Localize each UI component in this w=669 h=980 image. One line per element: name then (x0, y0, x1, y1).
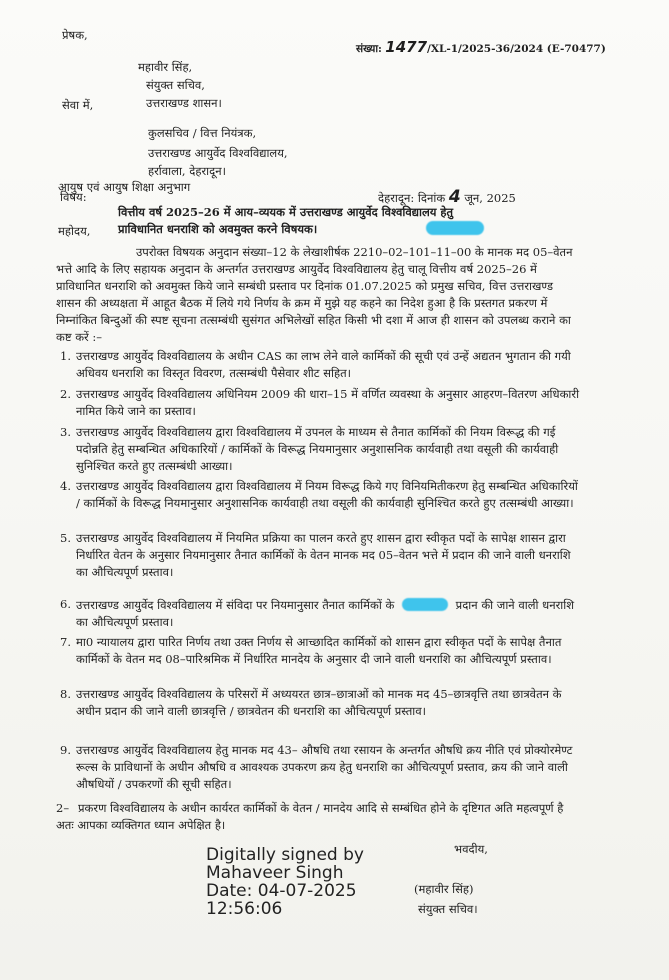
signatory-designation: संयुक्त सचिव। (418, 902, 478, 916)
item-6-text-a: उत्तराखण्ड आयुर्वेद विश्वविद्यालय में संविदा पर नियमानुसार तैनात कार्मिकों के (76, 598, 395, 612)
closing-yours: भवदीय, (454, 842, 488, 856)
item-9-number: 9. (60, 743, 71, 757)
item-9-text: उत्तराखण्ड आयुर्वेद विश्वविद्यालय हेतु मानक मद 43– औषधि तथा रसायन के अन्तर्गत औषधि क्रय नीति एवं प्रोक्योरमेण्ट रूल्स के प्राविधानों के अधीन औषधि व आवश्यक उपकरण क्रय हेतु धनराशि का औचित्यपूर्ण प्रस्ताव, क्रय की जाने वाली औषधियों / उपकरणों की सूची सहित। (76, 743, 573, 791)
item-4-text: उत्तराखण्ड आयुर्वेद विश्वविद्यालय द्वारा विश्वविद्यालय में नियम विरूद्ध किये गए विनियमितीकरण हेतु सम्बन्धित अधिकारियों / कार्मिकों के विरूद्ध नियमानुसार अनुशासनिक कार्यवाही तथा वसूली की कार्यवाही सुनिश्चित करते हुए तत्सम्बंधी आख्या। (76, 479, 578, 510)
date-suffix: जून, 2025 (464, 191, 516, 205)
date-prefix: देहरादून: दिनांक (378, 191, 446, 205)
subject-line-1: वित्तीय वर्ष 2025–26 में आय–व्ययक में उत्तराखण्ड आयुर्वेद विश्वविद्यालय हेतु (118, 205, 454, 219)
sender-designation: संयुक्त सचिव, (146, 78, 205, 92)
para-2-number: 2– (56, 801, 70, 815)
item-7-number: 7. (60, 635, 71, 649)
date-day-handwritten: 4 (448, 187, 461, 207)
sender-label: प्रेषक, (62, 28, 88, 42)
digital-signature-line-1: Digitally signed by (206, 845, 364, 865)
ref-label: संख्या: (356, 43, 382, 55)
recipient-designation: कुलसचिव / वित्त नियंत्रक, (148, 126, 257, 140)
item-6-text (76, 596, 581, 631)
redaction-mark-subject (426, 221, 484, 235)
item-8-number: 8. (60, 687, 71, 701)
digital-signature-line-3: Date: 04-07-2025 (206, 881, 357, 901)
recipient-place: हर्रावाला, देहरादून। (148, 164, 226, 178)
reference-number (356, 40, 606, 56)
sender-office: उत्तराखण्ड शासन। (146, 96, 222, 110)
subject-line-2: प्राविधानित धनराशि को अवमुक्त करने विषयक। (118, 222, 318, 236)
sender-name: महावीर सिंह, (138, 60, 193, 74)
item-2-text: उत्तराखण्ड आयुर्वेद विश्वविद्यालय अधिनियम 2009 की धारा–15 में वर्णित व्यवस्था के अनुसार आहरण–वितरण अधिकारी नामित किये जाने का प्रस्ताव। (76, 387, 580, 418)
to-label: सेवा में, (62, 98, 94, 112)
item-3-text: उत्तराखण्ड आयुर्वेद विश्वविद्यालय द्वारा विश्वविद्यालय में उपनल के माध्यम से तैनात कार्मिकों की नियम विरूद्ध की गई पदोन्नति हेतु सम्बन्धित अधिकारियों / कार्मिकों के विरूद्ध नियमानुसार अनुशासनिक कार्यवाही तथा वसूली की कार्यवाही सुनिश्चित करते हुए तत्सम्बंधी आख्या। (76, 425, 559, 473)
item-1-number: 1. (60, 349, 71, 363)
item-1-text: उत्तराखण्ड आयुर्वेद विश्वविद्यालय के अधीन CAS का लाभ लेने वाले कार्मिकों की सूची एवं उन्हें अद्यतन भुगतान की गयी अधिवय धनराशि का विस्तृत विवरण, तत्सम्बंधी पैसेवार शीट सहित। (76, 349, 571, 380)
item-5-text: उत्तराखण्ड आयुर्वेद विश्वविद्यालय में नियमित प्रक्रिया का पालन करते हुए शासन द्वारा स्वीकृत पदों के सापेक्ष शासन द्वारा निर्धारित वेतन के अनुसार नियमानुसार तैनात कार्मिकों के वेतन मानक मद 05–वेतन भत्ते में प्रदान की जाने वाली धनराशि का औचित्यपूर्ण प्रस्ताव। (76, 531, 571, 579)
item-3-number: 3. (60, 425, 71, 439)
item-6-number: 6. (60, 597, 71, 611)
letter-date (378, 187, 516, 207)
ref-number-handwritten: 1477 (385, 38, 428, 56)
item-4-number: 4. (60, 479, 71, 493)
salutation: महोदय, (58, 224, 91, 238)
item-2-number: 2. (60, 387, 71, 401)
digital-signature-line-4: 12:56:06 (206, 899, 283, 919)
item-8-text: उत्तराखण्ड आयुर्वेद विश्वविद्यालय के परिसरों में अध्ययरत छात्र–छात्राओं को मानक मद 45–छात्रवृत्ति तथा छात्रवेतन के अधीन प्रदान की जाने वाली छात्रवृत्ति / छात्रवेतन की धनराशि का औचित्यपूर्ण प्रस्ताव। (76, 687, 562, 718)
subject-label: विषय: (60, 190, 87, 204)
item-5-number: 5. (60, 531, 71, 545)
redaction-mark-item-6 (402, 598, 448, 611)
signatory-name: (महावीर सिंह) (414, 882, 474, 896)
para-2-text: प्रकरण विश्वविद्यालय के अधीन कार्यरत कार्मिकों के वेतन / मानदेय आदि से सम्बंधित होने के दृष्टिगत अति महत्वपूर्ण है अतः आपका व्यक्तिगत ध्यान अपेक्षित है। (56, 801, 564, 832)
item-6-text-b: प्रदान की जाने वाली धनराशि का औचित्यपूर्ण प्रस्ताव। (76, 598, 575, 629)
digital-signature-line-2: Mahaveer Singh (206, 863, 344, 883)
digital-signature-block (206, 846, 364, 918)
section-name: आयुष एवं आयुष शिक्षा अनुभाग (58, 180, 191, 194)
intro-paragraph: उपरोक्त विषयक अनुदान संख्या–12 के लेखाशीर्षक 2210–02–101–11–00 के मानक मद 05–वेतन भत्ते आदि के लिए सहायक अनुदान के अन्तर्गत उत्तराखण्ड आयुर्वेद विश्वविद्यालय हेतु चालू वित्तीय वर्ष 2025–26 में प्राविधानित धनराशि को अवमुक्त किये जाने सम्बंधी प्रस्ताव पर दिनांक 01.07.2025 को प्रमुख सचिव, वित्त उत्तराखण्ड शासन की अध्यक्षता में आहूत बैठक में लिये गये निर्णय के क्रम में मुझे यह कहने का निदेश हुआ है कि प्रस्तगत प्रकरण में निम्नांकित बिन्दुओं की स्पष्ट सूचना तत्सम्बंधी सुसंगत अभिलेखों सहित किसी भी दशा में आज ही शासन को उपलब्ध कराने का कष्ट करें :– (56, 245, 573, 344)
recipient-org: उत्तराखण्ड आयुर्वेद विश्वविद्यालय, (148, 146, 288, 160)
item-7-text: मा0 न्यायालय द्वारा पारित निर्णय तथा उक्त निर्णय से आच्छादित कार्मिकों को शासन द्वारा स्वीकृत पदों के सापेक्ष तैनात कार्मिकों के वेतन मद 08–पारिश्रमिक में निर्धारित मानदेय के अनुसार दी जाने वाली धनराशि का औचित्यपूर्ण प्रस्ताव। (76, 635, 562, 666)
ref-number-rest: /XL-1/2025-36/2024 (E-70477) (427, 43, 606, 55)
